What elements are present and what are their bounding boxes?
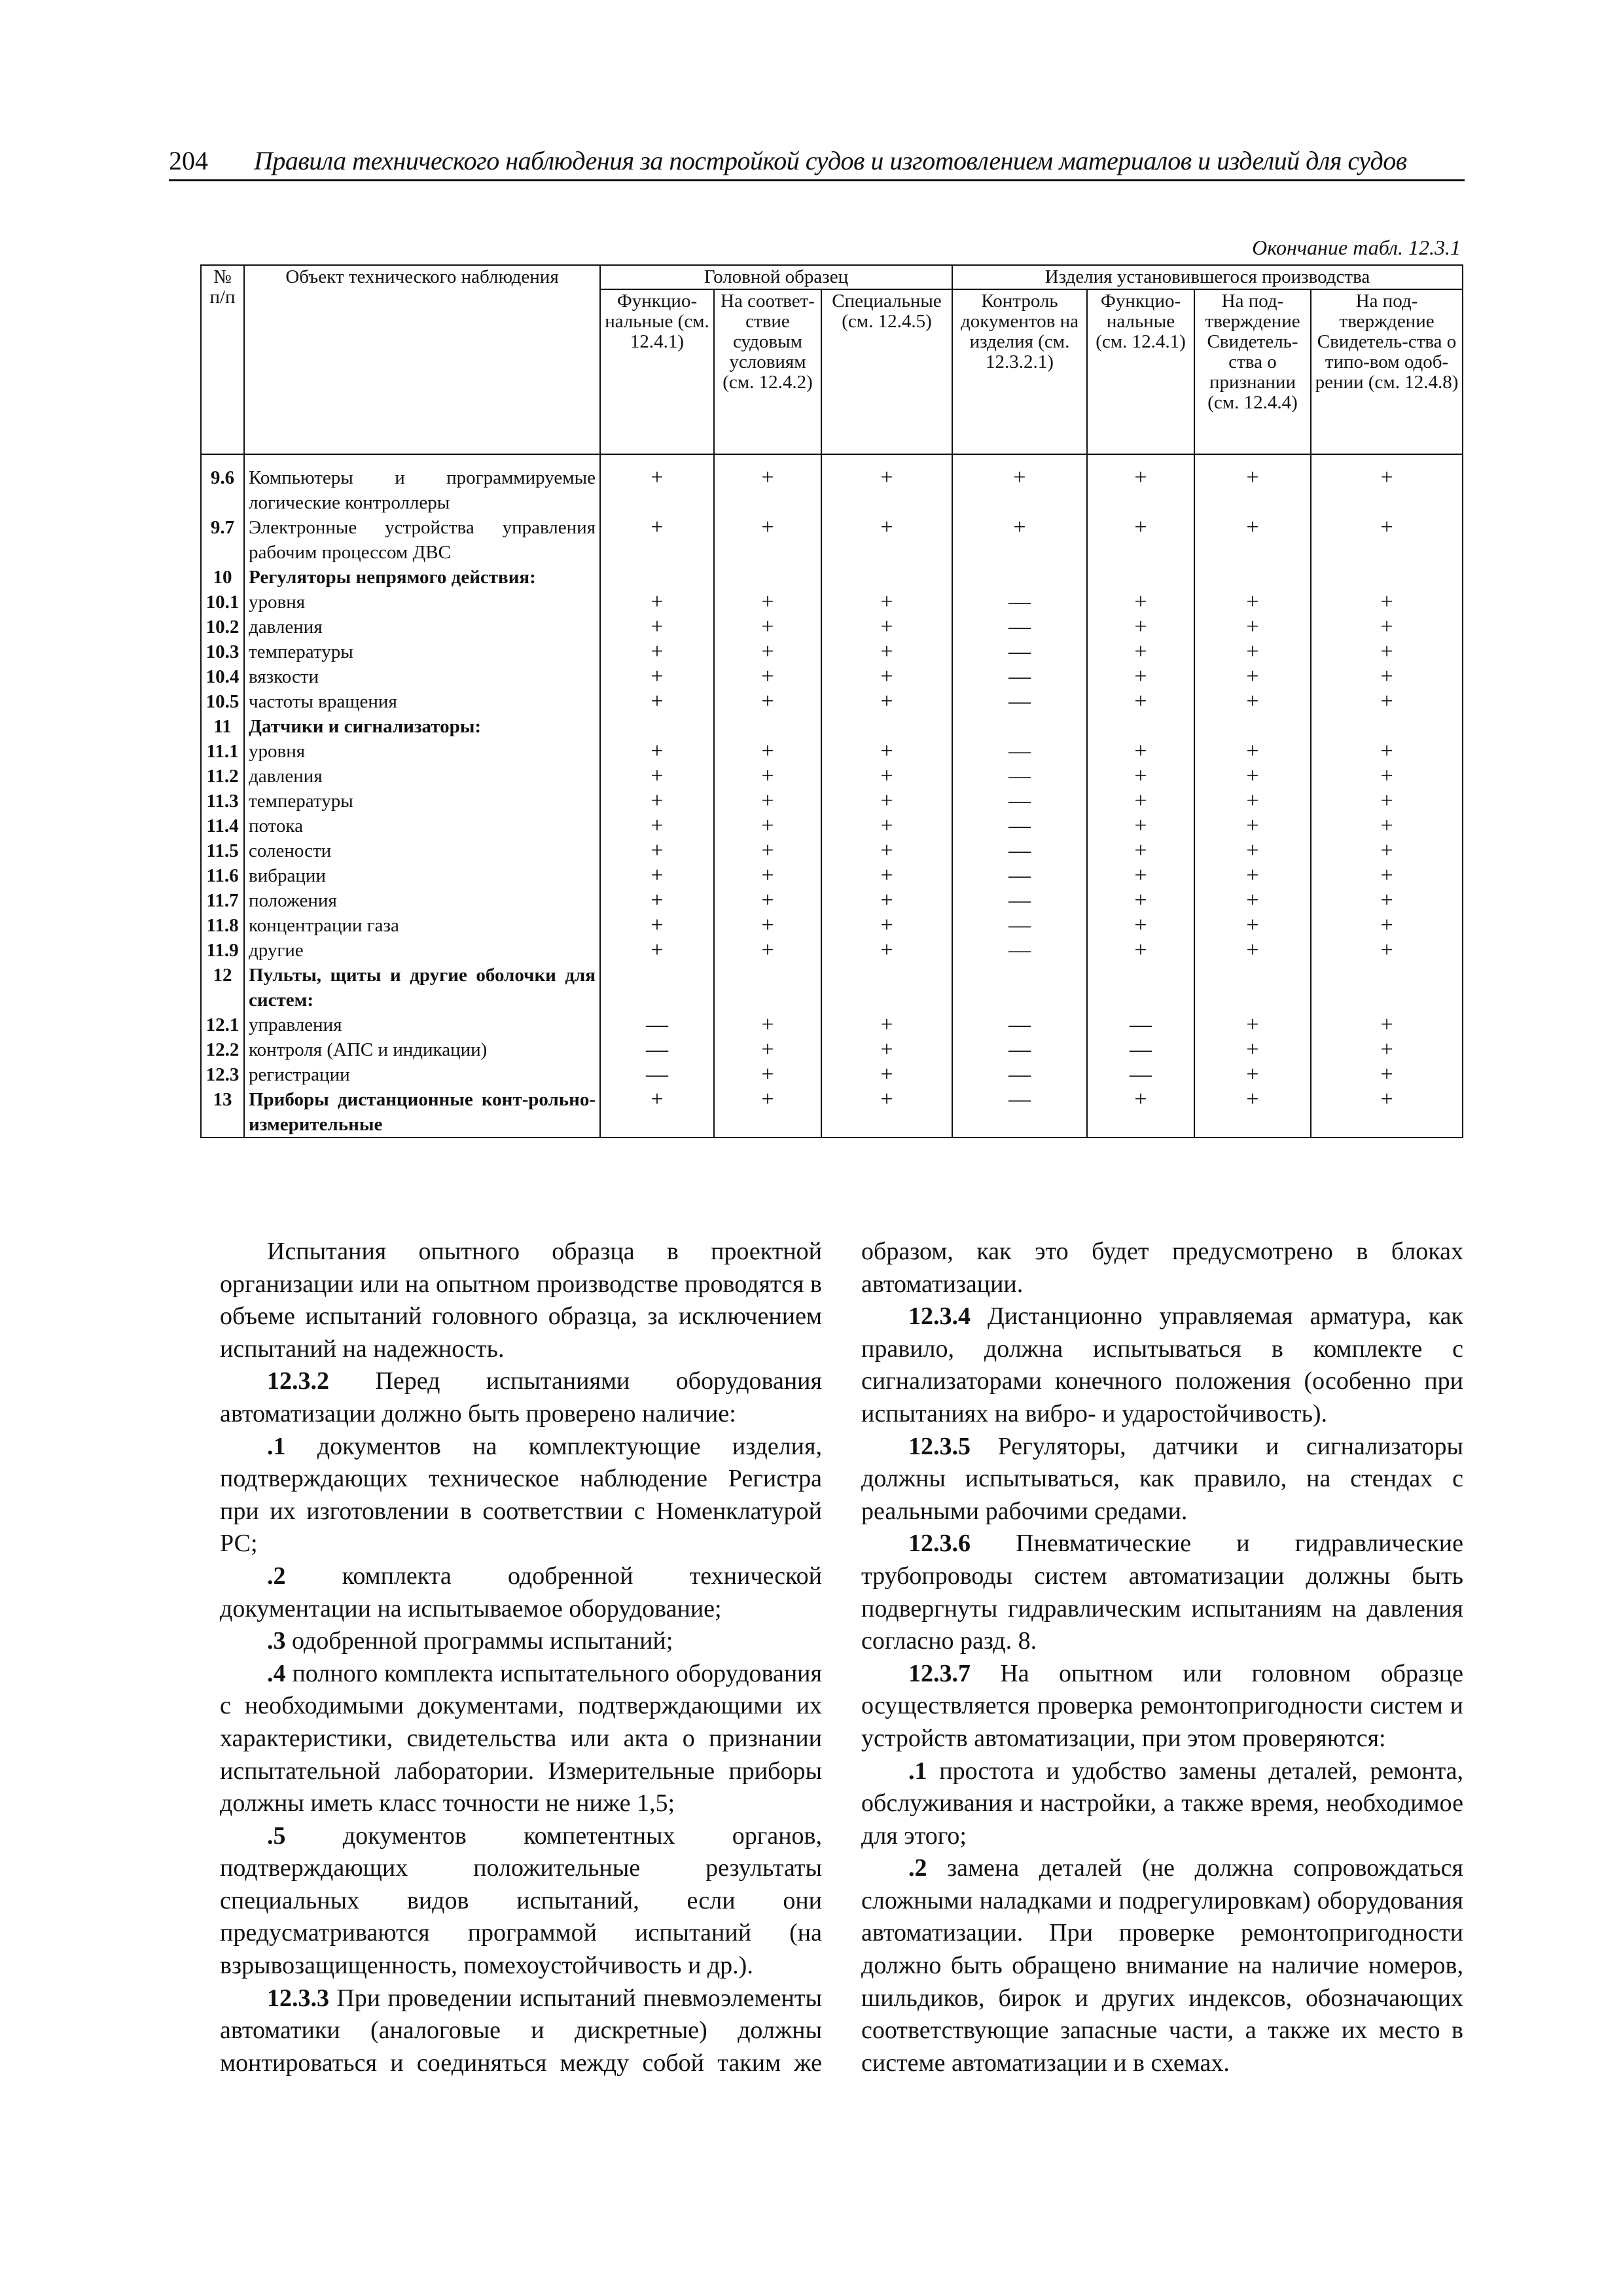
row-mark: — bbox=[952, 1062, 1087, 1087]
row-number: 12.2 bbox=[201, 1037, 244, 1062]
row-mark: + bbox=[1194, 764, 1311, 789]
row-mark: + bbox=[714, 1013, 821, 1037]
row-mark: + bbox=[1194, 1037, 1311, 1062]
row-mark: + bbox=[714, 838, 821, 863]
row-object: Пульты, щиты и другие оболочки для систем: bbox=[244, 963, 600, 1013]
row-mark bbox=[600, 963, 714, 1013]
inspection-table bbox=[200, 264, 1463, 1138]
row-mark: + bbox=[1311, 764, 1463, 789]
sub-header: Специальные (см. 12.4.5) bbox=[821, 289, 952, 454]
row-mark: — bbox=[952, 664, 1087, 689]
table-row bbox=[201, 863, 1463, 888]
col-group-serial-products: Изделия установившегося производства bbox=[952, 265, 1463, 289]
sub-header: Контроль документов на изделия (см. 12.3.2.1) bbox=[952, 289, 1087, 454]
row-mark: + bbox=[1311, 888, 1463, 913]
row-mark: + bbox=[714, 1087, 821, 1138]
table-row bbox=[201, 789, 1463, 814]
col-group-head-sample: Головной образец bbox=[600, 265, 952, 289]
row-mark: + bbox=[600, 615, 714, 639]
row-mark bbox=[1194, 565, 1311, 590]
row-mark: + bbox=[1311, 1037, 1463, 1062]
row-mark: + bbox=[1311, 454, 1463, 515]
row-mark: + bbox=[1087, 615, 1194, 639]
row-mark: + bbox=[1311, 1087, 1463, 1138]
row-mark: + bbox=[1194, 789, 1311, 814]
row-mark bbox=[1087, 565, 1194, 590]
row-mark: — bbox=[952, 789, 1087, 814]
row-mark: + bbox=[1087, 639, 1194, 664]
row-mark: + bbox=[714, 590, 821, 615]
row-number: 9.6 bbox=[201, 454, 244, 515]
table-row bbox=[201, 1013, 1463, 1037]
row-mark: + bbox=[1311, 739, 1463, 764]
table-row bbox=[201, 1062, 1463, 1087]
row-mark: + bbox=[821, 615, 952, 639]
row-mark: + bbox=[1087, 664, 1194, 689]
row-mark: + bbox=[1087, 863, 1194, 888]
row-object: температуры bbox=[244, 639, 600, 664]
row-mark: + bbox=[600, 590, 714, 615]
row-mark: + bbox=[1194, 590, 1311, 615]
row-mark: + bbox=[821, 838, 952, 863]
row-mark: + bbox=[1194, 863, 1311, 888]
row-mark: — bbox=[952, 590, 1087, 615]
row-mark: + bbox=[1194, 639, 1311, 664]
table-row bbox=[201, 739, 1463, 764]
row-mark: + bbox=[821, 814, 952, 838]
row-mark: + bbox=[600, 739, 714, 764]
row-object: Электронные устройства управления рабочим процессом ДВС bbox=[244, 515, 600, 565]
row-mark: + bbox=[600, 664, 714, 689]
row-object: давления bbox=[244, 615, 600, 639]
row-mark: — bbox=[1087, 1037, 1194, 1062]
row-mark: + bbox=[821, 689, 952, 714]
table-row bbox=[201, 913, 1463, 938]
row-object: положения bbox=[244, 888, 600, 913]
row-object: уровня bbox=[244, 739, 600, 764]
row-mark: + bbox=[821, 639, 952, 664]
row-mark: + bbox=[821, 764, 952, 789]
row-mark: + bbox=[1311, 1062, 1463, 1087]
row-mark: + bbox=[600, 764, 714, 789]
row-number: 10.5 bbox=[201, 689, 244, 714]
row-mark: + bbox=[1194, 689, 1311, 714]
row-mark: + bbox=[1087, 590, 1194, 615]
table-row bbox=[201, 1087, 1463, 1138]
body-text bbox=[220, 1236, 1463, 2079]
row-mark: + bbox=[600, 454, 714, 515]
row-mark: + bbox=[714, 764, 821, 789]
row-object: солености bbox=[244, 838, 600, 863]
row-mark: + bbox=[600, 689, 714, 714]
row-object: Регуляторы непрямого действия: bbox=[244, 565, 600, 590]
paragraph: 12.3.4 Дистанционно управляемая арматура, как правило, должна испытываться в комплекте с сигнализаторами конечного положения (особенно при испытаниях на вибро- и ударостойчивость). bbox=[861, 1302, 1463, 1427]
row-mark: — bbox=[952, 615, 1087, 639]
row-mark bbox=[714, 963, 821, 1013]
row-mark: + bbox=[1194, 454, 1311, 515]
row-mark: + bbox=[821, 789, 952, 814]
row-mark: + bbox=[1311, 664, 1463, 689]
row-mark: — bbox=[952, 739, 1087, 764]
row-mark: + bbox=[1194, 938, 1311, 963]
row-number: 11.6 bbox=[201, 863, 244, 888]
row-mark: + bbox=[1194, 913, 1311, 938]
row-number: 10.1 bbox=[201, 590, 244, 615]
row-mark: + bbox=[821, 1037, 952, 1062]
row-mark bbox=[1194, 963, 1311, 1013]
row-mark bbox=[952, 963, 1087, 1013]
row-mark: — bbox=[952, 639, 1087, 664]
row-mark: + bbox=[714, 789, 821, 814]
row-mark bbox=[952, 565, 1087, 590]
row-object: Приборы дистанционные конт-рольно-измерительные bbox=[244, 1087, 600, 1138]
row-number: 11.5 bbox=[201, 838, 244, 863]
row-mark bbox=[1087, 714, 1194, 739]
row-mark: + bbox=[1311, 913, 1463, 938]
row-number: 12.3 bbox=[201, 1062, 244, 1087]
row-mark: + bbox=[1194, 664, 1311, 689]
row-mark: + bbox=[821, 590, 952, 615]
running-title: Правила технического наблюдения за постройкой судов и изготовлением материалов и изделий для судов bbox=[254, 146, 1407, 175]
row-mark: + bbox=[1311, 814, 1463, 838]
table-row bbox=[201, 590, 1463, 615]
row-mark bbox=[1311, 565, 1463, 590]
table-row bbox=[201, 888, 1463, 913]
row-mark: + bbox=[1087, 789, 1194, 814]
row-mark: + bbox=[714, 814, 821, 838]
row-mark: + bbox=[821, 515, 952, 565]
row-object: другие bbox=[244, 938, 600, 963]
row-mark: — bbox=[600, 1037, 714, 1062]
row-mark: + bbox=[714, 913, 821, 938]
table-row bbox=[201, 454, 1463, 515]
table-row bbox=[201, 664, 1463, 689]
paragraph: .2 комплекта одобренной технической документации на испытываемое оборудование; bbox=[220, 1562, 823, 1623]
row-object: вязкости bbox=[244, 664, 600, 689]
row-number: 11.2 bbox=[201, 764, 244, 789]
row-mark: — bbox=[952, 764, 1087, 789]
row-number: 11.9 bbox=[201, 938, 244, 963]
paragraph: .1 простота и удобство замены деталей, ремонта, обслуживания и настройки, а также время, необходимое для этого; bbox=[861, 1757, 1464, 1850]
row-mark: + bbox=[1087, 515, 1194, 565]
row-mark: + bbox=[1194, 1062, 1311, 1087]
row-mark: + bbox=[1311, 838, 1463, 863]
row-mark: — bbox=[952, 838, 1087, 863]
row-mark: + bbox=[952, 515, 1087, 565]
row-mark: + bbox=[952, 454, 1087, 515]
row-mark bbox=[1194, 714, 1311, 739]
sub-header: На соответ-ствие судовым условиям (см. 12.4.2) bbox=[714, 289, 821, 454]
row-mark bbox=[952, 714, 1087, 739]
paragraph: 12.3.7 На опытном или головном образце осуществляется проверка ремонтопригодности систем и устройств автоматизации, при этом проверяются: bbox=[861, 1659, 1463, 1752]
paragraph: 12.3.6 Пневматические и гидравлические трубопроводы систем автоматизации должны быть подвергнуты гидравлическим испытаниям на давления согласно разд. 8. bbox=[861, 1530, 1464, 1655]
row-mark: + bbox=[821, 454, 952, 515]
running-header bbox=[169, 145, 1465, 181]
row-mark: + bbox=[821, 938, 952, 963]
row-mark: + bbox=[821, 888, 952, 913]
row-mark: + bbox=[714, 888, 821, 913]
row-mark: + bbox=[1194, 838, 1311, 863]
row-mark: + bbox=[600, 814, 714, 838]
sub-header: На под-тверждение Свидетель-ства о признании (см. 12.4.4) bbox=[1194, 289, 1311, 454]
row-number: 11 bbox=[201, 714, 244, 739]
row-mark: + bbox=[1311, 1013, 1463, 1037]
row-mark: + bbox=[1311, 515, 1463, 565]
row-mark: + bbox=[600, 913, 714, 938]
row-mark: + bbox=[714, 1037, 821, 1062]
table-caption: Окончание табл. 12.3.1 bbox=[1252, 236, 1461, 259]
paragraph: .5 документов компетентных органов, подтверждающих положительные результаты специальных видов испытаний, если они предусматриваются программой испытаний (на взрывозащищенность, помехоустойчивость и др.). bbox=[220, 1821, 823, 1980]
row-mark: + bbox=[714, 938, 821, 963]
row-mark: + bbox=[1311, 863, 1463, 888]
row-mark: — bbox=[952, 863, 1087, 888]
table-row bbox=[201, 1037, 1463, 1062]
table-row bbox=[201, 515, 1463, 565]
row-object: температуры bbox=[244, 789, 600, 814]
row-mark: + bbox=[821, 863, 952, 888]
paragraph: .1 документов на комплектующие изделия, подтверждающих техническое наблюдение Регистра при их изготовлении в соответствии с Номенклатурой РС; bbox=[220, 1432, 822, 1558]
table-row bbox=[201, 565, 1463, 590]
row-mark: + bbox=[821, 1013, 952, 1037]
table-row bbox=[201, 615, 1463, 639]
row-mark: + bbox=[600, 938, 714, 963]
row-mark: + bbox=[1194, 1013, 1311, 1037]
row-object: давления bbox=[244, 764, 600, 789]
row-number: 11.1 bbox=[201, 739, 244, 764]
row-mark: — bbox=[952, 689, 1087, 714]
row-mark: + bbox=[1311, 938, 1463, 963]
row-mark: — bbox=[600, 1062, 714, 1087]
row-mark bbox=[714, 565, 821, 590]
row-object: управления bbox=[244, 1013, 600, 1037]
row-mark: + bbox=[1087, 1087, 1194, 1138]
table-row bbox=[201, 963, 1463, 1013]
row-mark: + bbox=[600, 1087, 714, 1138]
row-mark bbox=[600, 714, 714, 739]
row-mark: — bbox=[1087, 1013, 1194, 1037]
row-mark: + bbox=[1311, 789, 1463, 814]
row-mark: + bbox=[1087, 454, 1194, 515]
row-mark: + bbox=[1311, 639, 1463, 664]
row-mark: + bbox=[1087, 913, 1194, 938]
row-mark: + bbox=[821, 664, 952, 689]
row-object: регистрации bbox=[244, 1062, 600, 1087]
row-mark: + bbox=[821, 913, 952, 938]
row-mark: + bbox=[1194, 515, 1311, 565]
table-row bbox=[201, 814, 1463, 838]
row-mark: + bbox=[1087, 764, 1194, 789]
row-object: потока bbox=[244, 814, 600, 838]
row-mark bbox=[821, 565, 952, 590]
row-mark: + bbox=[1087, 739, 1194, 764]
paragraph: 12.3.5 Регуляторы, датчики и сигнализаторы должны испытываться, как правило, на стендах с реальными рабочими средами. bbox=[861, 1432, 1463, 1525]
row-number: 11.3 bbox=[201, 789, 244, 814]
row-object: концентрации газа bbox=[244, 913, 600, 938]
row-mark: + bbox=[821, 1087, 952, 1138]
row-mark: + bbox=[714, 863, 821, 888]
row-mark: + bbox=[1194, 814, 1311, 838]
row-mark: — bbox=[952, 913, 1087, 938]
row-mark: — bbox=[952, 938, 1087, 963]
row-mark: + bbox=[714, 639, 821, 664]
page-number: 204 bbox=[169, 146, 208, 175]
row-object: вибрации bbox=[244, 863, 600, 888]
row-mark: + bbox=[714, 1062, 821, 1087]
table-row bbox=[201, 838, 1463, 863]
row-mark: + bbox=[1194, 1087, 1311, 1138]
paragraph: 12.3.3 При проведении испытаний пневмоэлементы автоматики (аналоговые и дискретные) должны монтироваться и соединяться между собой таким же образом, как это будет предусмотрено в блоках автоматизации. bbox=[220, 1238, 1463, 2077]
table-row bbox=[201, 639, 1463, 664]
row-mark bbox=[1087, 963, 1194, 1013]
row-mark: + bbox=[1194, 739, 1311, 764]
row-mark: + bbox=[821, 739, 952, 764]
table-row bbox=[201, 764, 1463, 789]
row-mark: + bbox=[714, 689, 821, 714]
row-mark bbox=[714, 714, 821, 739]
sub-header: Функцио-нальные (см. 12.4.1) bbox=[600, 289, 714, 454]
row-number: 10 bbox=[201, 565, 244, 590]
row-object: уровня bbox=[244, 590, 600, 615]
row-mark: — bbox=[952, 814, 1087, 838]
row-number: 13 bbox=[201, 1087, 244, 1138]
row-mark: + bbox=[600, 789, 714, 814]
row-mark: + bbox=[714, 664, 821, 689]
row-mark: + bbox=[1194, 615, 1311, 639]
row-number: 11.8 bbox=[201, 913, 244, 938]
sub-header: Функцио-нальные (см. 12.4.1) bbox=[1087, 289, 1194, 454]
row-number: 12.1 bbox=[201, 1013, 244, 1037]
row-mark: — bbox=[1087, 1062, 1194, 1087]
col-header-object: Объект технического наблюдения bbox=[244, 265, 600, 454]
sub-header: На под-тверждение Свидетель-ства о типо-вом одоб-рении (см. 12.4.8) bbox=[1311, 289, 1463, 454]
row-mark bbox=[600, 565, 714, 590]
row-number: 10.2 bbox=[201, 615, 244, 639]
table-row bbox=[201, 938, 1463, 963]
row-mark: + bbox=[714, 454, 821, 515]
col-header-number: № п/п bbox=[201, 265, 244, 454]
table-row bbox=[201, 689, 1463, 714]
row-mark: + bbox=[600, 863, 714, 888]
row-mark: + bbox=[600, 838, 714, 863]
row-mark: — bbox=[952, 888, 1087, 913]
row-mark: + bbox=[1087, 814, 1194, 838]
row-mark: + bbox=[1311, 590, 1463, 615]
row-number: 12 bbox=[201, 963, 244, 1013]
row-number: 10.3 bbox=[201, 639, 244, 664]
row-number: 11.4 bbox=[201, 814, 244, 838]
row-mark: + bbox=[600, 515, 714, 565]
paragraph: .4 полного комплекта испытательного оборудования с необходимыми документами, подтверждающими их характеристики, свидетельства или акта о признании испытательной лаборатории. Измерительные приборы должны иметь класс точности не ниже 1,5; bbox=[220, 1659, 822, 1818]
row-mark: + bbox=[600, 639, 714, 664]
row-mark: — bbox=[952, 1087, 1087, 1138]
row-object: частоты вращения bbox=[244, 689, 600, 714]
row-number: 10.4 bbox=[201, 664, 244, 689]
row-mark bbox=[1311, 714, 1463, 739]
row-mark: — bbox=[952, 1037, 1087, 1062]
row-mark bbox=[821, 963, 952, 1013]
row-mark bbox=[821, 714, 952, 739]
row-mark: + bbox=[1087, 888, 1194, 913]
row-mark: + bbox=[1311, 689, 1463, 714]
row-mark: + bbox=[714, 615, 821, 639]
row-number: 11.7 bbox=[201, 888, 244, 913]
row-number: 9.7 bbox=[201, 515, 244, 565]
row-mark: + bbox=[714, 739, 821, 764]
row-mark: + bbox=[1087, 938, 1194, 963]
row-mark: — bbox=[952, 1013, 1087, 1037]
row-object: контроля (АПС и индикации) bbox=[244, 1037, 600, 1062]
row-mark: + bbox=[714, 515, 821, 565]
row-mark: + bbox=[821, 1062, 952, 1087]
paragraph: 12.3.2 Перед испытаниями оборудования автоматизации должно быть проверено наличие: bbox=[220, 1367, 822, 1427]
row-mark: + bbox=[1087, 838, 1194, 863]
row-mark: + bbox=[1194, 888, 1311, 913]
row-object: Датчики и сигнализаторы: bbox=[244, 714, 600, 739]
paragraph: .2 замена деталей (не должна сопровождаться сложными наладками и подрегулировкам) оборудования автоматизации. При проверке ремонтопригодности должно быть обращено внимание на наличие номеров, шильдиков, бирок и других индексов, обозначающих соответствующие запасные части, а также их место в системе автоматизации и в схемах. bbox=[861, 1854, 1464, 2077]
row-mark: + bbox=[1311, 615, 1463, 639]
paragraph: .3 одобренной программы испытаний; bbox=[267, 1627, 673, 1655]
row-mark bbox=[1311, 963, 1463, 1013]
paragraph: Испытания опытного образца в проектной организации или на опытном производстве проводятся в объеме испытаний головного образца, за исключением испытаний на надежность. bbox=[220, 1238, 822, 1363]
row-mark: + bbox=[1087, 689, 1194, 714]
row-mark: + bbox=[600, 888, 714, 913]
table-row bbox=[201, 714, 1463, 739]
row-object: Компьютеры и программируемые логические контроллеры bbox=[244, 454, 600, 515]
row-mark: — bbox=[600, 1013, 714, 1037]
